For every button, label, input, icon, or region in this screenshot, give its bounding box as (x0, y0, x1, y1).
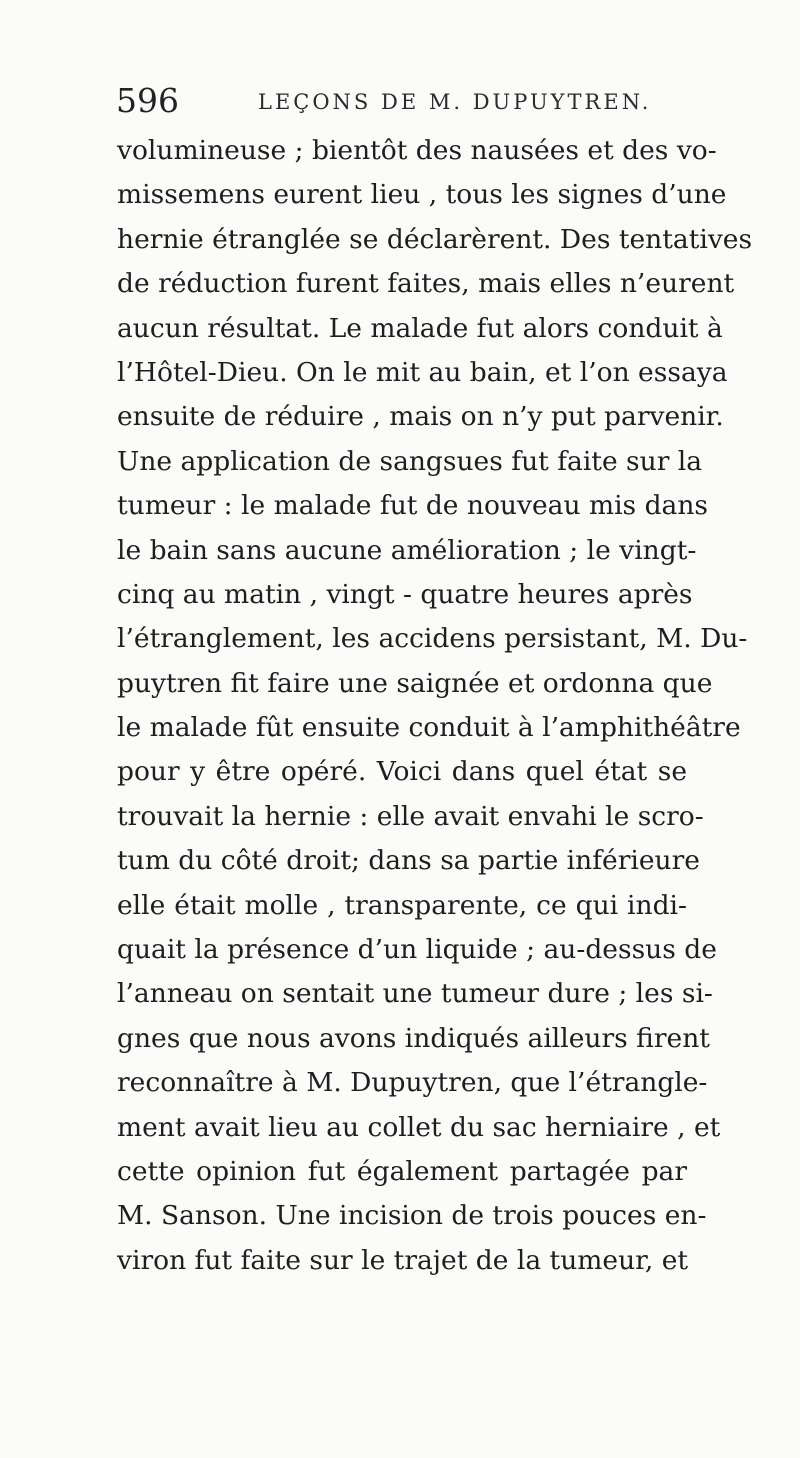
text-line: viron fut faite sur le trajet de la tumeur, et (117, 1244, 689, 1276)
text-line: trouvait la hernie : elle avait envahi le scro- (117, 800, 704, 832)
body-text (117, 129, 753, 1283)
text-line: aucun résultat. Le malade fut alors conduit à (117, 312, 723, 344)
text-line: l’étranglement, les accidens persistant, M. Du- (117, 623, 748, 655)
text-line: M. Sanson. Une incision de trois pouces en- (117, 1200, 707, 1232)
text-line: pour y être opéré. Voici dans quel état se (117, 756, 687, 788)
text-line: tum du côté droit; dans sa partie inférieure (117, 845, 700, 877)
text-line: missemens eurent lieu , tous les signes d’une (117, 179, 727, 211)
text-line: puytren fit faire une saignée et ordonna que (117, 667, 713, 699)
text-line: elle était molle , transparente, ce qui indi- (117, 889, 687, 921)
text-line: le bain sans aucune amélioration ; le vingt- (117, 534, 697, 566)
text-line: quait la présence d’un liquide ; au-dessus de (117, 934, 717, 966)
text-line: l’Hôtel-Dieu. On le mit au bain, et l’on essaya (117, 356, 728, 388)
text-line: gnes que nous avons indiqués ailleurs firent (117, 1022, 710, 1054)
text-line: l’anneau on sentait une tumeur dure ; les si- (117, 978, 713, 1010)
text-line: hernie étranglée se déclarèrent. Des tentatives (117, 223, 753, 255)
page-number: 596 (116, 81, 179, 120)
text-line: cinq au matin , vingt - quatre heures après (117, 578, 693, 610)
running-title: LEÇONS DE M. DUPUYTREN. (258, 90, 652, 114)
text-line: volumineuse ; bientôt des nausées et des vo- (117, 135, 717, 166)
text-line: ensuite de réduire , mais on n’y put parvenir. (117, 401, 724, 433)
text-line: de réduction furent faites, mais elles n’eurent (117, 268, 735, 300)
text-line: le malade fût ensuite conduit à l’amphithéâtre (117, 712, 741, 744)
text-line: reconnaître à M. Dupuytren, que l’étrangle- (117, 1067, 708, 1099)
text-line: Une application de sangsues fut faite sur la (117, 445, 703, 477)
text-line: cette opinion fut également partagée par (117, 1155, 687, 1187)
running-head (116, 78, 676, 124)
text-line: tumeur : le malade fut de nouveau mis dans (117, 490, 708, 522)
text-line: ment avait lieu au collet du sac herniaire , et (117, 1111, 721, 1143)
